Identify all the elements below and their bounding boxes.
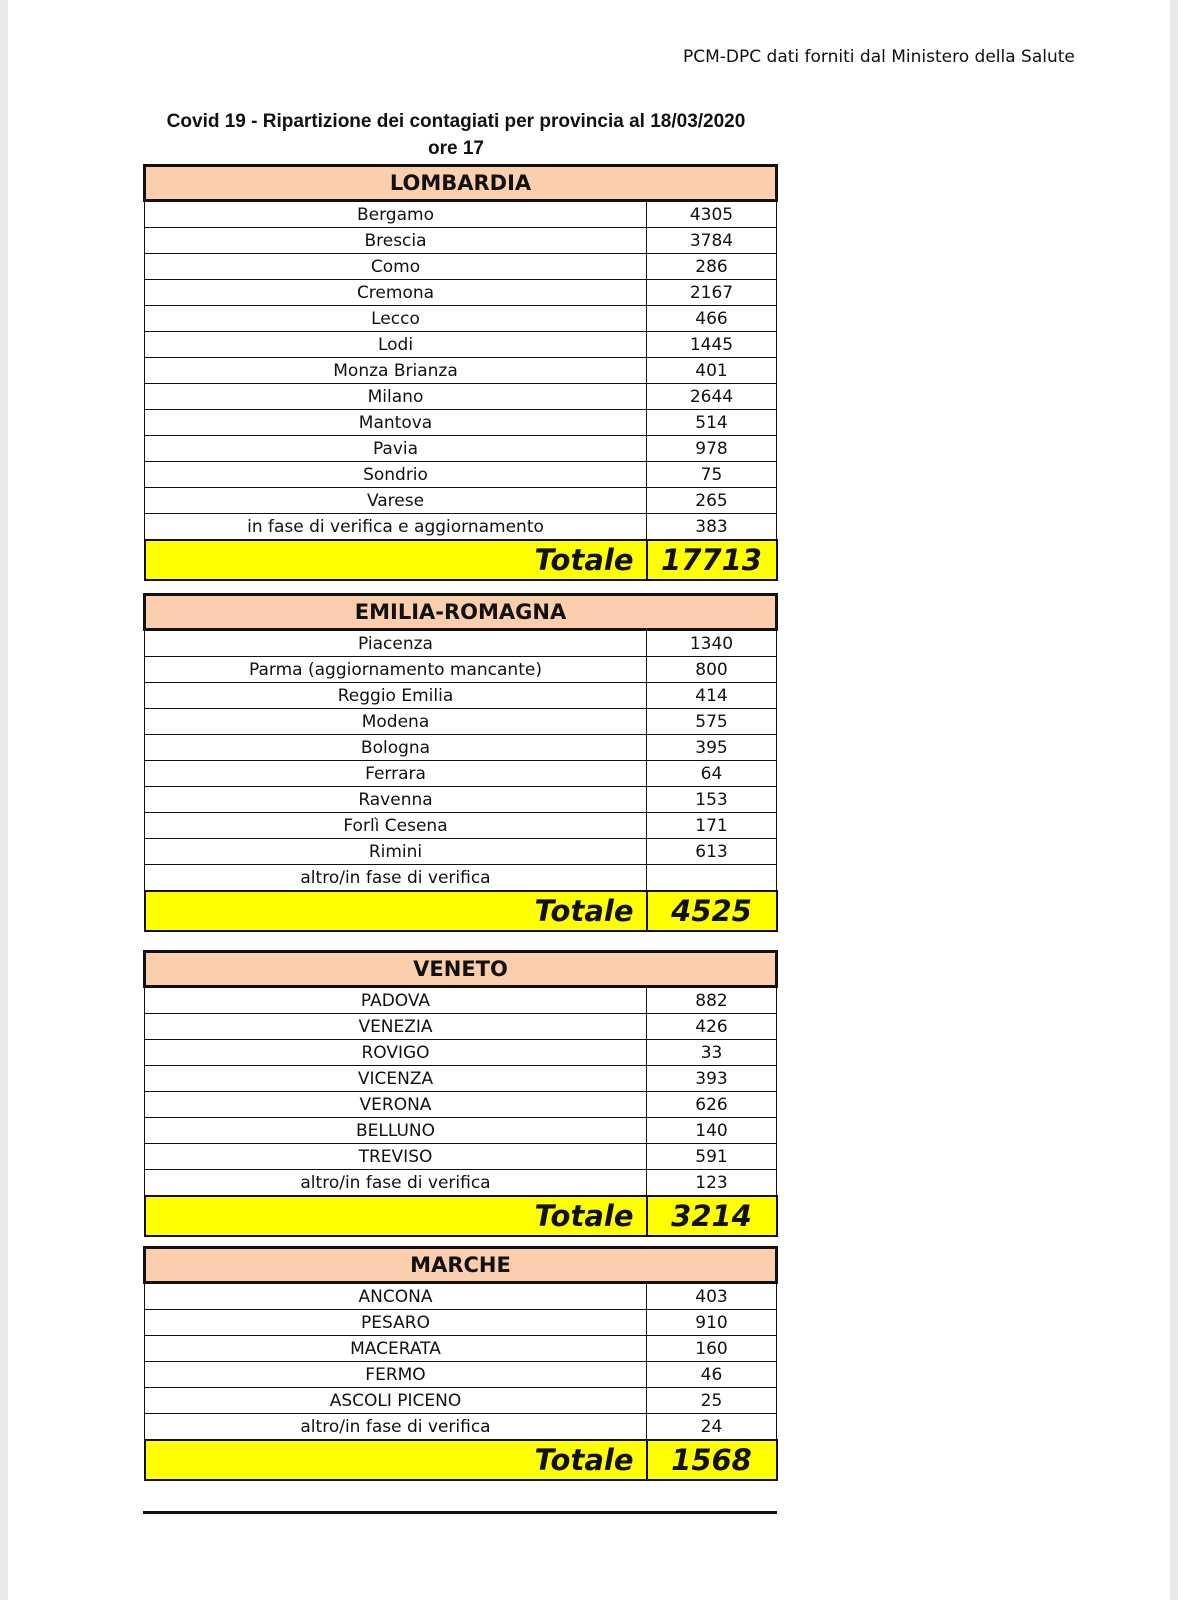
province-name: VICENZA <box>145 1066 647 1092</box>
region-name: EMILIA-ROMAGNA <box>145 595 777 630</box>
table-row <box>145 384 777 410</box>
region-name: LOMBARDIA <box>145 166 777 201</box>
case-count: 591 <box>647 1144 777 1170</box>
case-count: 24 <box>647 1414 777 1441</box>
case-count: 75 <box>647 462 777 488</box>
province-name: altro/in fase di verifica <box>145 865 647 892</box>
case-count: 575 <box>647 709 777 735</box>
case-count: 46 <box>647 1362 777 1388</box>
table-row <box>145 462 777 488</box>
document-page <box>8 0 1170 1600</box>
region-header <box>145 952 777 987</box>
province-name: PESARO <box>145 1310 647 1336</box>
case-count: 3784 <box>647 228 777 254</box>
total-label: Totale <box>145 540 647 580</box>
region-header <box>145 166 777 201</box>
case-count: 160 <box>647 1336 777 1362</box>
table-row <box>145 1066 777 1092</box>
province-name: Brescia <box>145 228 647 254</box>
province-name: Forlì Cesena <box>145 813 647 839</box>
table-row <box>145 1310 777 1336</box>
table-row <box>145 787 777 813</box>
case-count: 171 <box>647 813 777 839</box>
title-line-1: Covid 19 - Ripartizione dei contagiati per provincia al 18/03/2020 <box>166 111 746 132</box>
case-count: 800 <box>647 657 777 683</box>
case-count: 286 <box>647 254 777 280</box>
province-name: PADOVA <box>145 987 647 1014</box>
case-count: 466 <box>647 306 777 332</box>
region-name: MARCHE <box>145 1248 777 1283</box>
province-name: Parma (aggiornamento mancante) <box>145 657 647 683</box>
province-name: Ravenna <box>145 787 647 813</box>
total-value: 4525 <box>647 891 777 931</box>
total-row <box>145 1440 777 1480</box>
table-row <box>145 280 777 306</box>
province-name: ASCOLI PICENO <box>145 1388 647 1414</box>
case-count: 4305 <box>647 201 777 228</box>
table-row <box>145 514 777 541</box>
case-count: 626 <box>647 1092 777 1118</box>
case-count: 153 <box>647 787 777 813</box>
province-name: BELLUNO <box>145 1118 647 1144</box>
region-table-marche <box>143 1246 778 1481</box>
case-count: 33 <box>647 1040 777 1066</box>
case-count: 414 <box>647 683 777 709</box>
province-name: Lecco <box>145 306 647 332</box>
case-count: 514 <box>647 410 777 436</box>
table-row <box>145 1144 777 1170</box>
province-name: Cremona <box>145 280 647 306</box>
case-count: 978 <box>647 436 777 462</box>
case-count: 2167 <box>647 280 777 306</box>
table-row <box>145 735 777 761</box>
total-label: Totale <box>145 1440 647 1480</box>
table-row <box>145 761 777 787</box>
province-name: Ferrara <box>145 761 647 787</box>
table-row <box>145 488 777 514</box>
province-name: VERONA <box>145 1092 647 1118</box>
case-count: 393 <box>647 1066 777 1092</box>
table-row <box>145 436 777 462</box>
case-count: 2644 <box>647 384 777 410</box>
region-table-lombardia <box>143 164 778 581</box>
province-name: in fase di verifica e aggiornamento <box>145 514 647 541</box>
table-row <box>145 657 777 683</box>
province-name: Pavia <box>145 436 647 462</box>
province-name: Modena <box>145 709 647 735</box>
province-name: Piacenza <box>145 630 647 657</box>
table-row <box>145 358 777 384</box>
case-count: 882 <box>647 987 777 1014</box>
table-row <box>145 839 777 865</box>
region-table-emilia-romagna <box>143 593 778 932</box>
total-label: Totale <box>145 1196 647 1236</box>
province-name: Varese <box>145 488 647 514</box>
table-row <box>145 1283 777 1310</box>
province-name: Milano <box>145 384 647 410</box>
case-count: 1445 <box>647 332 777 358</box>
region-table-veneto <box>143 950 778 1237</box>
table-row <box>145 709 777 735</box>
region-header <box>145 1248 777 1283</box>
province-name: TREVISO <box>145 1144 647 1170</box>
province-name: altro/in fase di verifica <box>145 1170 647 1197</box>
table-row <box>145 1118 777 1144</box>
case-count: 613 <box>647 839 777 865</box>
province-name: ROVIGO <box>145 1040 647 1066</box>
total-value: 1568 <box>647 1440 777 1480</box>
case-count: 395 <box>647 735 777 761</box>
province-name: MACERATA <box>145 1336 647 1362</box>
province-name: Lodi <box>145 332 647 358</box>
province-name: Como <box>145 254 647 280</box>
table-row <box>145 1092 777 1118</box>
table-row <box>145 228 777 254</box>
table-row <box>145 1414 777 1441</box>
province-name: VENEZIA <box>145 1014 647 1040</box>
table-row <box>145 201 777 228</box>
table-row <box>145 1362 777 1388</box>
table-row <box>145 254 777 280</box>
province-name: Bologna <box>145 735 647 761</box>
total-value: 17713 <box>647 540 777 580</box>
table-row <box>145 813 777 839</box>
case-count: 123 <box>647 1170 777 1197</box>
province-name: ANCONA <box>145 1283 647 1310</box>
province-name: Monza Brianza <box>145 358 647 384</box>
case-count: 265 <box>647 488 777 514</box>
total-label: Totale <box>145 891 647 931</box>
case-count: 403 <box>647 1283 777 1310</box>
case-count: 401 <box>647 358 777 384</box>
region-name: VENETO <box>145 952 777 987</box>
table-row <box>145 1040 777 1066</box>
case-count: 1340 <box>647 630 777 657</box>
table-row <box>145 1336 777 1362</box>
province-name: Mantova <box>145 410 647 436</box>
table-row <box>145 865 777 892</box>
case-count: 25 <box>647 1388 777 1414</box>
table-row <box>145 1170 777 1197</box>
province-name: Bergamo <box>145 201 647 228</box>
case-count: 64 <box>647 761 777 787</box>
bottom-rule <box>143 1511 777 1514</box>
case-count <box>647 865 777 892</box>
table-row <box>145 630 777 657</box>
table-row <box>145 1388 777 1414</box>
title-line-2: ore 17 <box>428 138 484 159</box>
table-row <box>145 332 777 358</box>
total-value: 3214 <box>647 1196 777 1236</box>
total-row <box>145 540 777 580</box>
source-note: PCM-DPC dati forniti dal Ministero della Salute <box>683 47 1075 67</box>
province-name: Rimini <box>145 839 647 865</box>
table-row <box>145 987 777 1014</box>
province-name: altro/in fase di verifica <box>145 1414 647 1441</box>
table-row <box>145 306 777 332</box>
total-row <box>145 891 777 931</box>
case-count: 383 <box>647 514 777 541</box>
table-row <box>145 683 777 709</box>
case-count: 910 <box>647 1310 777 1336</box>
region-header <box>145 595 777 630</box>
total-row <box>145 1196 777 1236</box>
case-count: 426 <box>647 1014 777 1040</box>
page-title <box>136 108 776 162</box>
case-count: 140 <box>647 1118 777 1144</box>
province-name: FERMO <box>145 1362 647 1388</box>
province-name: Sondrio <box>145 462 647 488</box>
province-name: Reggio Emilia <box>145 683 647 709</box>
table-row <box>145 1014 777 1040</box>
table-row <box>145 410 777 436</box>
